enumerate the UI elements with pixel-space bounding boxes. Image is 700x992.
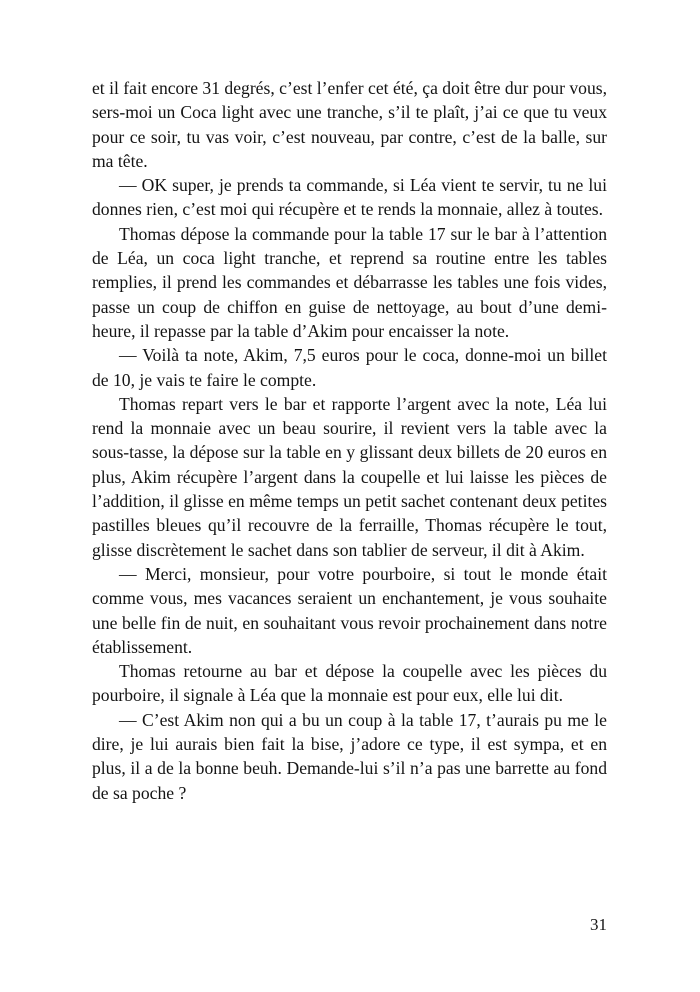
paragraph-5: Thomas repart vers le bar et rapporte l’argent avec la note, Léa lui rend la monnaie avec un beau sourire, il revient vers la table avec la sous-tasse, la dépose sur la table en y glissant deux billets de 20 euros en plus, Akim récupère l’argent dans la coupelle et lui laisse les pièces de l’addition, il glisse en même temps un petit sachet contenant deux petites pastilles bleues qu’il recouvre de la ferraille, Thomas récupère le tout, glisse discrètement le sachet dans son tablier de serveur, il dit à Akim.: [92, 393, 607, 560]
paragraph-6: — Merci, monsieur, pour votre pourboire, si tout le monde était comme vous, mes vacances seraient un enchantement, je vous souhaite une belle fin de nuit, en souhaitant vous revoir prochainement dans notre établissement.: [92, 563, 607, 657]
paragraph-8: — C’est Akim non qui a bu un coup à la table 17, t’aurais pu me le dire, je lui aurais bien fait la bise, j’adore ce type, il est sympa, et en plus, il a de la bonne beuh. Demande-lui s’il n’a pas une barrette au fond de sa poche ?: [92, 709, 607, 803]
page-number: 31: [590, 915, 607, 934]
page-body: [92, 76, 607, 805]
paragraph-1: et il fait encore 31 degrés, c’est l’enfer cet été, ça doit être dur pour vous, sers-moi un Coca light avec une tranche, s’il te plaît, j’ai ce que tu veux pour ce soir, tu vas voir, c’est nouveau, par contre, c’est de la balle, sur ma tête.: [92, 78, 607, 171]
paragraph-7: Thomas retourne au bar et dépose la coupelle avec les pièces du pourboire, il signale à Léa que la monnaie est pour eux, elle lui dit.: [92, 661, 607, 706]
paragraph-3: Thomas dépose la commande pour la table 17 sur le bar à l’attention de Léa, un coca light tranche, et reprend sa routine entre les tables remplies, il prend les commandes et débarrasse les tables une fois vides, passe un coup de chiffon en guise de nettoyage, au bout d’une demi-heure, il repasse par la table d’Akim pour encaisser la note.: [92, 223, 607, 341]
paragraph-2: — OK super, je prends ta commande, si Léa vient te servir, tu ne lui donnes rien, c’est moi qui récupère et te rends la monnaie, allez à toutes.: [92, 175, 607, 220]
paragraph-4: — Voilà ta note, Akim, 7,5 euros pour le coca, donne-moi un billet de 10, je vais te faire le compte.: [92, 345, 607, 390]
